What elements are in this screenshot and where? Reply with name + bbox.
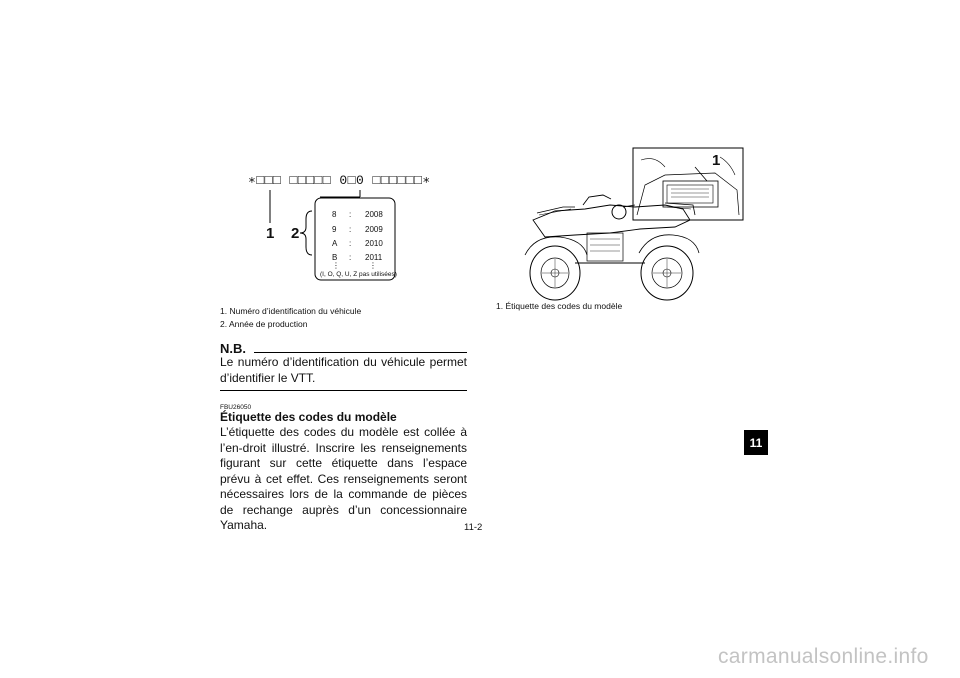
caption-vin: 1. Numéro d’identification du véhicule bbox=[220, 306, 362, 316]
note-bottom-rule bbox=[220, 390, 467, 391]
excluded-letters-note: (I, O, Q, U, Z pas utilisées) bbox=[320, 271, 397, 278]
caption-production-year: 2. Année de production bbox=[220, 319, 308, 329]
callout-2: 2 bbox=[291, 225, 300, 242]
caption-model-label: 1. Étiquette des codes du modèle bbox=[496, 301, 623, 311]
note-title: N.B. bbox=[220, 341, 246, 356]
chapter-tab: 11 bbox=[744, 430, 768, 455]
note-text: Le numéro d’identification du véhicule permet d’identifier le VTT. bbox=[220, 355, 467, 385]
page-number: 11-2 bbox=[464, 522, 483, 533]
atv-illustration bbox=[515, 145, 745, 305]
section-body: L’étiquette des codes du modèle est collée à l’en-droit illustré. Inscrire les renseignements figurant sur cette étiquette dans l’espace prévu à cet effet. Ces renseignements seront nécessaires lors de la commande de pièces de rechange auprès d’un concessionnaire Yamaha. bbox=[220, 425, 467, 532]
callout-1: 1 bbox=[266, 225, 275, 242]
section-title: Étiquette des codes du modèle bbox=[220, 410, 397, 424]
atv-callout-1: 1 bbox=[712, 152, 721, 169]
watermark: carmanualsonline.info bbox=[718, 645, 929, 668]
note-top-rule bbox=[254, 352, 467, 353]
vin-code-line: ∗□□□ □□□□□ 0□0 □□□□□□∗ bbox=[248, 173, 431, 188]
section-code: FBU26050 bbox=[220, 404, 252, 411]
